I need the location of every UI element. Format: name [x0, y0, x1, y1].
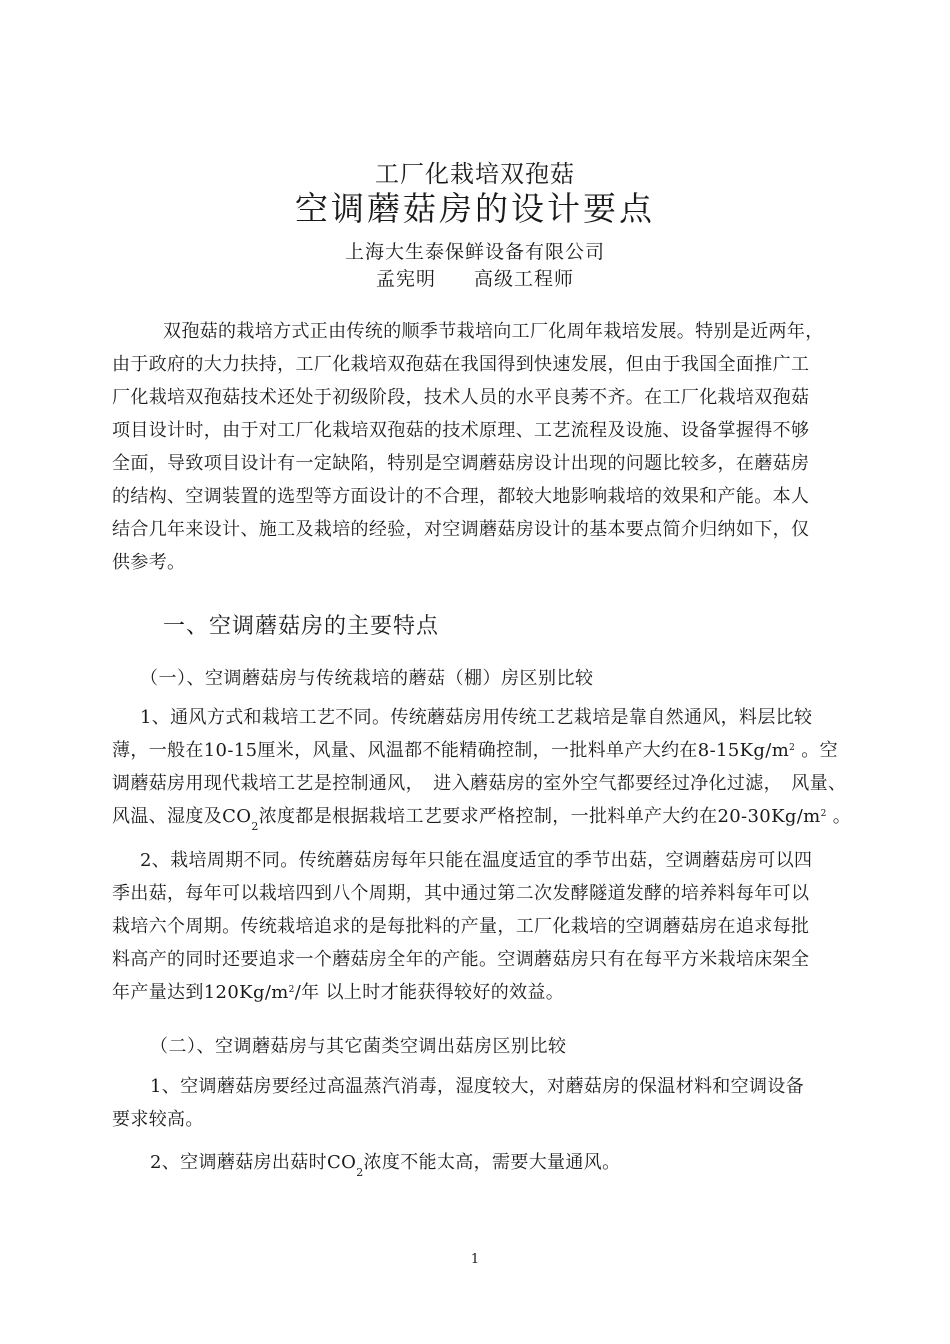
subsection-heading: （一）、空调蘑菇房与传统栽培的蘑菇（棚）房区别比较: [140, 668, 594, 689]
paragraph-line: 季出菇，每年可以栽培四到八个周期，其中通过第二次发酵隧道发酵的培养料每年可以: [112, 883, 810, 904]
paragraph-line: 栽培六个周期。传统栽培追求的是每批料的产量，工厂化栽培的空调蘑菇房在追求每批: [112, 916, 810, 937]
intro-line: 双孢菇的栽培方式正由传统的顺季节栽培向工厂化周年栽培发展。特别是近两年，: [163, 321, 824, 342]
intro-line: 供参考。: [112, 552, 186, 573]
document-title: 空调蘑菇房的设计要点: [295, 189, 655, 228]
paragraph-line: 风温、湿度及$CO_2$浓度都是根据栽培工艺要求严格控制，一批料单产大约在$20-30Kg/m^2$ 。: [112, 806, 852, 833]
paragraph-line: 薄，一般在10-15厘米，风量、风温都不能精确控制，一批料单产大约在$8-15Kg/m^2$ 。空: [112, 740, 838, 761]
subsection-heading: （二）、空调蘑菇房与其它菌类空调出菇房区别比较: [150, 1036, 567, 1057]
paragraph-line: 年产量达到$120Kg/m^2/$年 以上时才能获得较好的效益。: [112, 982, 565, 1003]
document-subtitle: 工厂化栽培双孢菇: [375, 160, 575, 188]
intro-line: 厂化栽培双孢菇技术还处于初级阶段，技术人员的水平良莠不齐。在工厂化栽培双孢菇: [112, 387, 810, 408]
page-number: 1: [470, 1252, 480, 1267]
author-title: 高级工程师: [474, 268, 575, 290]
paragraph-line: 料高产的同时还要追求一个蘑菇房全年的产能。空调蘑菇房只有在每平方米栽培床架全: [112, 949, 810, 970]
intro-line: 由于政府的大力扶持，工厂化栽培双孢菇在我国得到快速发展，但由于我国全面推广工: [112, 354, 810, 375]
paragraph-line: 1、空调蘑菇房要经过高温蒸汽消毒，湿度较大，对蘑菇房的保温材料和空调设备: [150, 1076, 805, 1097]
section-heading: 一、空调蘑菇房的主要特点: [163, 614, 440, 639]
intro-line: 结合几年来设计、施工及栽培的经验，对空调蘑菇房设计的基本要点简介归纳如下，仅: [112, 519, 810, 540]
author-line: [0, 264, 950, 291]
paragraph-line: 要求较高。: [112, 1109, 204, 1130]
intro-line: 全面，导致项目设计有一定缺陷，特别是空调蘑菇房设计出现的问题比较多，在蘑菇房: [112, 453, 810, 474]
paragraph-line: 调蘑菇房用现代栽培工艺是控制通风， 进入蘑菇房的室外空气都要经过净化过滤， 风量、: [112, 773, 847, 794]
paragraph-line: 1、通风方式和栽培工艺不同。传统蘑菇房用传统工艺栽培是靠自然通风，料层比较: [140, 707, 813, 728]
author-name: 孟宪明: [375, 268, 436, 290]
intro-line: 项目设计时，由于对工厂化栽培双孢菇的技术原理、工艺流程及设施、设备掌握得不够: [112, 420, 810, 441]
paragraph-line: 2、栽培周期不同。传统蘑菇房每年只能在温度适宜的季节出菇，空调蘑菇房可以四: [140, 850, 813, 871]
company-name: 上海大生泰保鲜设备有限公司: [344, 241, 605, 263]
intro-line: 的结构、空调装置的选型等方面设计的不合理，都较大地影响栽培的效果和产能。本人: [112, 486, 810, 507]
paragraph-line: 2、空调蘑菇房出菇时$CO_2$浓度不能太高，需要大量通风。: [150, 1152, 621, 1179]
